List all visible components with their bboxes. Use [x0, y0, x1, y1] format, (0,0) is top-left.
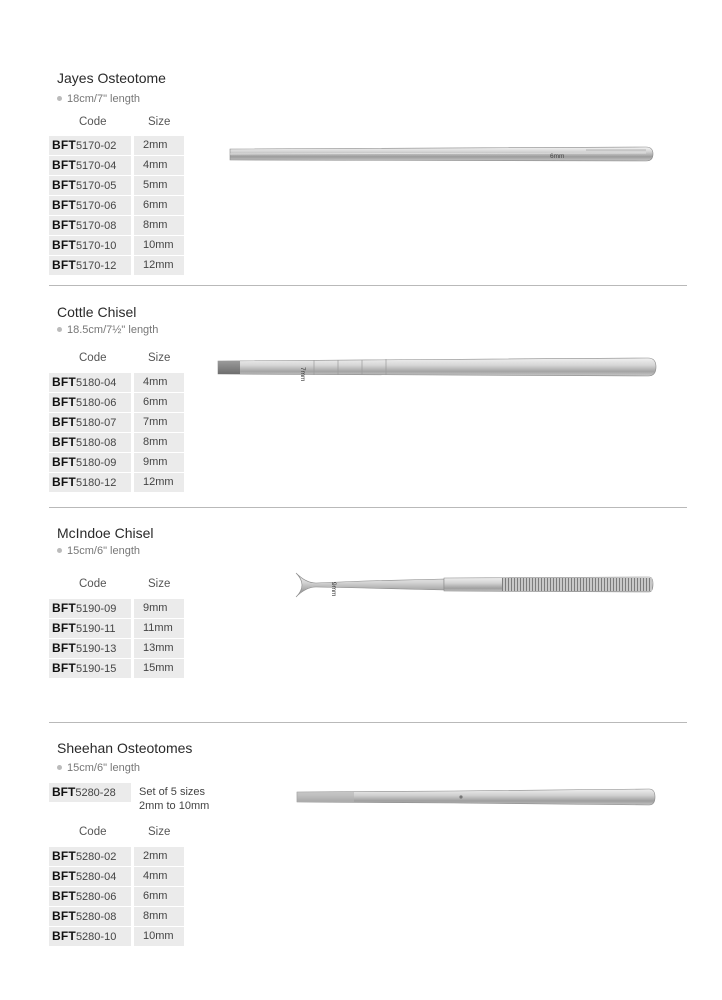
bullet-dot [57, 96, 62, 101]
instrument-size-marking: 7mm [299, 367, 306, 381]
product-title: McIndoe Chisel [57, 525, 154, 541]
code-prefix: BFT [52, 909, 76, 923]
size-cell: 2mm [134, 136, 184, 155]
code-header: Code [79, 826, 107, 838]
code-prefix: BFT [52, 375, 76, 389]
code-prefix: BFT [52, 218, 76, 232]
code-cell [49, 136, 131, 155]
size-header: Size [148, 352, 171, 364]
section-divider [49, 722, 687, 723]
size-cell: 9mm [134, 599, 184, 618]
code-number: 5280-06 [75, 891, 117, 903]
bullet-dot [57, 548, 62, 553]
set-description-line: Set of 5 sizes [139, 786, 206, 798]
size-header: Size [148, 578, 171, 590]
product-length-text: 18cm/7" length [67, 93, 141, 105]
product-title: Jayes Osteotome [57, 70, 166, 86]
size-cell: 12mm [134, 256, 184, 275]
code-prefix: BFT [52, 158, 76, 172]
code-number: 5170-08 [75, 220, 117, 232]
code-number: 5280-02 [75, 851, 117, 863]
size-cell: 9mm [134, 453, 184, 472]
code-prefix: BFT [52, 435, 76, 449]
code-number: 5280-10 [75, 931, 117, 943]
code-number: 5180-06 [75, 397, 117, 409]
code-cell [49, 887, 131, 906]
mcindoe-chisel-image [294, 570, 656, 600]
code-number: 5180-07 [75, 417, 117, 429]
code-prefix: BFT [52, 138, 76, 152]
product-length [57, 93, 140, 105]
code-cell [49, 599, 131, 618]
code-prefix: BFT [52, 258, 76, 272]
set-description [139, 785, 209, 813]
code-prefix: BFT [52, 849, 76, 863]
code-cell [49, 393, 131, 412]
code-cell [49, 256, 131, 275]
code-cell [49, 413, 131, 432]
code-header: Code [79, 116, 107, 128]
code-cell [49, 619, 131, 638]
sheehan-osteotome-image [294, 786, 658, 810]
code-number: 5170-05 [75, 180, 117, 192]
code-number: 5180-09 [75, 457, 117, 469]
code-number: 5190-11 [75, 623, 116, 635]
code-number: 5170-04 [75, 160, 117, 172]
instrument-size-marking: 6mm [550, 153, 565, 160]
size-cell: 13mm [134, 639, 184, 658]
size-cell: 10mm [134, 236, 184, 255]
code-prefix: BFT [52, 415, 76, 429]
code-number: 5180-08 [75, 437, 117, 449]
code-prefix: BFT [52, 238, 76, 252]
code-prefix: BFT [52, 785, 76, 799]
size-cell: 10mm [134, 927, 184, 946]
size-cell: 6mm [134, 393, 184, 412]
code-cell [49, 433, 131, 452]
code-cell [49, 216, 131, 235]
bullet-dot [57, 765, 62, 770]
code-cell [49, 867, 131, 886]
code-cell [49, 927, 131, 946]
code-number: 5170-02 [75, 140, 117, 152]
code-prefix: BFT [52, 929, 76, 943]
code-number: 5190-15 [75, 663, 117, 675]
code-number: 5170-12 [75, 260, 117, 272]
code-cell [49, 847, 131, 866]
product-length-text: 15cm/6" length [67, 545, 141, 557]
size-cell: 2mm [134, 847, 184, 866]
size-cell: 4mm [134, 373, 184, 392]
code-prefix: BFT [52, 889, 76, 903]
size-cell: 8mm [134, 907, 184, 926]
jayes-osteotome-image [226, 143, 656, 167]
product-length [57, 324, 158, 336]
set-description-line: 2mm to 10mm [139, 800, 210, 812]
code-cell [49, 907, 131, 926]
code-prefix: BFT [52, 869, 76, 883]
code-prefix: BFT [52, 661, 76, 675]
product-length-text: 15cm/6" length [67, 762, 141, 774]
code-prefix: BFT [52, 395, 76, 409]
size-cell: 15mm [134, 659, 184, 678]
code-number: 5170-10 [75, 240, 117, 252]
code-prefix: BFT [52, 455, 76, 469]
size-cell: 12mm [134, 473, 184, 492]
code-prefix: BFT [52, 641, 76, 655]
size-header: Size [148, 116, 171, 128]
code-number: 5190-13 [75, 643, 117, 655]
code-cell [49, 196, 131, 215]
instrument-size-marking: 9mm [330, 582, 337, 597]
section-divider [49, 507, 687, 508]
bullet-dot [57, 327, 62, 332]
size-cell: 7mm [134, 413, 184, 432]
code-number: 5280-08 [75, 911, 117, 923]
code-number: 5280-04 [75, 871, 117, 883]
code-prefix: BFT [52, 178, 76, 192]
size-cell: 4mm [134, 867, 184, 886]
code-number: 5180-04 [75, 377, 117, 389]
section-divider [49, 285, 687, 286]
code-cell [49, 659, 131, 678]
product-title: Cottle Chisel [57, 304, 137, 320]
code-prefix: BFT [52, 198, 76, 212]
product-length-text: 18.5cm/7½" length [67, 324, 159, 336]
cottle-chisel-image [216, 355, 658, 381]
code-number: 5280-28 [75, 787, 116, 799]
code-cell [49, 373, 131, 392]
code-cell [49, 236, 131, 255]
code-cell [49, 453, 131, 472]
set-code-cell [49, 783, 131, 802]
code-prefix: BFT [52, 601, 76, 615]
code-header: Code [79, 352, 107, 364]
code-cell [49, 639, 131, 658]
code-prefix: BFT [52, 475, 76, 489]
code-cell [49, 156, 131, 175]
product-length [57, 762, 140, 774]
code-cell [49, 176, 131, 195]
size-header: Size [148, 826, 171, 838]
size-cell: 4mm [134, 156, 184, 175]
size-cell: 6mm [134, 887, 184, 906]
code-number: 5190-09 [75, 603, 117, 615]
product-title: Sheehan Osteotomes [57, 740, 193, 756]
size-cell: 8mm [134, 216, 184, 235]
size-cell: 11mm [134, 619, 184, 638]
size-cell: 8mm [134, 433, 184, 452]
code-number: 5170-06 [75, 200, 117, 212]
size-cell: 5mm [134, 176, 184, 195]
code-cell [49, 473, 131, 492]
code-prefix: BFT [52, 621, 76, 635]
code-number: 5180-12 [75, 477, 117, 489]
product-length [57, 545, 140, 557]
code-header: Code [79, 578, 107, 590]
size-cell: 6mm [134, 196, 184, 215]
